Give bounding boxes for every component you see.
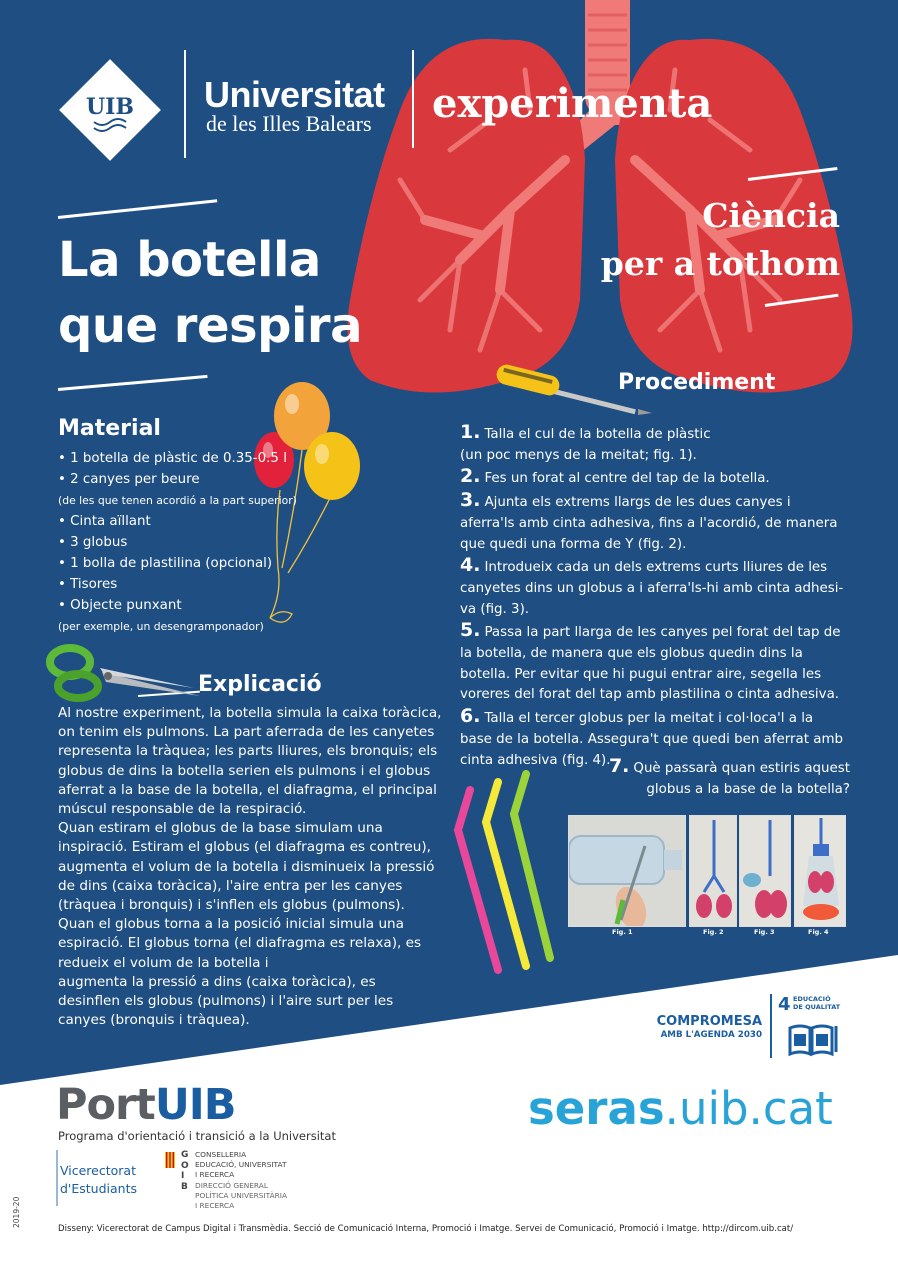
sdg-number: 4 xyxy=(778,994,791,1015)
tagline-line-2: per a tothom xyxy=(600,244,840,283)
agenda-2030-label xyxy=(640,1014,762,1040)
header-divider-2 xyxy=(412,50,414,148)
procediment-step-line xyxy=(460,706,855,730)
step-text: Ajunta els extrems llargs de les dues canyes i xyxy=(484,495,791,511)
fig-label-1: Fig. 1 xyxy=(612,928,633,936)
sdg-divider xyxy=(770,994,772,1058)
question-number: 7. xyxy=(608,755,630,777)
fig-label-4: Fig. 4 xyxy=(808,928,829,936)
procediment-step-line xyxy=(460,600,855,621)
vice-line-2: d'Estudiants xyxy=(60,1181,138,1196)
sdg-text xyxy=(793,995,840,1011)
procediment-step-line xyxy=(460,620,855,644)
website-bold: seras xyxy=(528,1082,665,1135)
photo-fig-3 xyxy=(739,815,791,927)
goib-text-4: DIRECCIÓ GENERAL xyxy=(195,1181,268,1190)
step-text: la botella, de manera que els globus quedin dins la xyxy=(460,646,803,662)
material-item: • Tisores xyxy=(58,577,118,592)
material-heading: Material xyxy=(58,416,161,441)
step-text: Introdueix cada un dels extrems curts lliures de les xyxy=(484,560,828,576)
portuib-title-a: Port xyxy=(56,1080,155,1130)
header-divider xyxy=(184,50,186,158)
portuib-title-b: UIB xyxy=(154,1080,236,1130)
step-text: que quedi una forma de Y (fig. 2). xyxy=(460,536,687,552)
step-text: voreres del forat del tap amb plastilina o cinta adhesiva. xyxy=(460,687,840,703)
step-text: cinta adhesiva (fig. 4). xyxy=(460,752,611,768)
footer-credits: Disseny: Vicerectorat de Campus Digital i Transmèdia. Secció de Comunicació Interna, Promoció i Imatge. Servei de Comunicació, Promoció i Imatge. http://dircom.uib.cat/ xyxy=(58,1224,794,1234)
explicacio-paragraph-4: augmenta la pressió a dins (caixa toràcica), es desinflen els globus (pulmons) i l'aire surt per les canyes (bronquis i tràquea). xyxy=(58,973,394,1029)
goib-letter-g: G xyxy=(181,1150,189,1160)
page-title-line-2: que respira xyxy=(58,298,362,354)
material-item: • 2 canyes per beure xyxy=(58,472,200,487)
explicacio-paragraph-3: Quan el globus torna a la posició inicial simula una espiració. El globus torna (el diafragma es relaxa), es redueix el volum de la botella i xyxy=(58,916,422,971)
goib-letter-b: B xyxy=(181,1181,188,1192)
university-subname: de les Illes Balears xyxy=(206,111,372,136)
step-text: botella. Per evitar que hi pugui entrar aire, segella les xyxy=(460,666,822,682)
sdg-text-2: DE QUALITAT xyxy=(793,1003,841,1011)
step-number: 4. xyxy=(460,554,481,577)
material-item: • Cinta aïllant xyxy=(58,514,151,529)
procediment-step-line xyxy=(460,535,855,556)
goib-text-6: I RECERCA xyxy=(195,1201,235,1210)
procediment-step-line xyxy=(460,730,855,751)
fig-label-3: Fig. 3 xyxy=(754,928,775,936)
material-item: (per exemple, un desengramponador) xyxy=(58,620,264,633)
procediment-step-line xyxy=(460,644,855,665)
goib-flag-icon xyxy=(165,1152,175,1168)
step-text: Passa la part llarga de les canyes pel forat del tap de xyxy=(484,625,841,641)
vicerectorat xyxy=(60,1162,137,1198)
step-number: 5. xyxy=(460,619,481,642)
material-item: • 1 botella de plàstic de 0.35-0.5 l xyxy=(58,451,287,466)
vice-divider xyxy=(56,1150,58,1206)
fig-label-2: Fig. 2 xyxy=(703,928,724,936)
procediment-heading: Procediment xyxy=(618,370,776,395)
agenda-line-2: AMB L'AGENDA 2030 xyxy=(660,1030,762,1040)
step-text: aferra'ls amb cinta adhesiva, fins a l'acordió, de manera xyxy=(460,515,838,531)
procediment-step-line xyxy=(460,665,855,686)
step-number: 1. xyxy=(460,421,481,443)
procediment-step-line xyxy=(460,685,855,706)
step-text: Talla el cul de la botella de plàstic xyxy=(484,427,711,442)
material-list xyxy=(58,448,318,637)
agenda-line-1: COMPROMESA xyxy=(656,1014,762,1029)
step-text: base de la botella. Assegura't que quedi ben aferrat amb xyxy=(460,731,843,747)
year-label: 2019-20 xyxy=(12,1196,21,1228)
step-text: (un poc menys de la meitat; fig. 1). xyxy=(460,447,697,463)
procediment-step-line xyxy=(460,466,855,490)
goib-text-1: CONSELLERIA xyxy=(195,1150,247,1159)
portuib-title xyxy=(56,1080,236,1130)
procediment-step-line xyxy=(460,446,855,467)
sdg-text-1: EDUCACIÓ xyxy=(793,995,831,1003)
explicacio-paragraph-1: Al nostre experiment, la botella simula la caixa toràcica, on tenim els pulmons. La part aferrada de les canyetes representa la tràquea; les parts lliures, els bronquis; els globus de dins la botella serien els pulmons i el globus aferrat a la base de la botella, el diafragma, el principal múscul responsable de la respiració. xyxy=(58,705,442,818)
step-text: canyetes dins un globus a i aferra'ls-hi amb cinta adhesi- xyxy=(460,580,844,596)
photo-strip xyxy=(568,815,846,927)
step-text: Fes un forat al centre del tap de la botella. xyxy=(484,471,770,487)
goib-letter-i: I xyxy=(181,1171,185,1181)
goib-letters xyxy=(181,1150,189,1192)
material-item: • 1 bolla de plastilina (opcional) xyxy=(58,556,273,571)
procediment-step-line xyxy=(460,514,855,535)
question-line-2: globus a la base de la botella? xyxy=(646,781,850,797)
book-icon xyxy=(788,1022,838,1058)
step-number: 3. xyxy=(460,489,481,512)
page-title-line-1: La botella xyxy=(58,232,321,288)
photo-fig-4 xyxy=(794,815,846,927)
procediment-step-line xyxy=(460,555,855,579)
straws-illustration xyxy=(448,770,558,980)
uib-logo-text: UIB xyxy=(85,94,135,120)
vice-line-1: Vicerectorat xyxy=(60,1163,136,1178)
university-name: Universitat xyxy=(204,74,385,115)
scissors-illustration xyxy=(44,640,204,710)
material-item: (de les que tenen acordió a la part superior) xyxy=(58,494,297,507)
material-item: • 3 globus xyxy=(58,535,128,550)
photo-fig-1 xyxy=(568,815,686,927)
material-item: • Objecte punxant xyxy=(58,598,182,613)
step-text: va (fig. 3). xyxy=(460,601,530,617)
series-title: experimenta xyxy=(432,80,713,127)
explicacio-text xyxy=(58,704,442,1030)
goib-text-5: POLÍTICA UNIVERSITÀRIA xyxy=(195,1191,288,1200)
procediment-step-line xyxy=(460,422,855,446)
step-number: 6. xyxy=(460,705,481,728)
uib-logo xyxy=(56,56,164,164)
photo-fig-2 xyxy=(689,815,737,927)
step-text: Talla el tercer globus per la meitat i col·loca'l a la xyxy=(484,711,814,727)
procediment-step-line xyxy=(460,579,855,600)
goib-text-2: EDUCACIÓ, UNIVERSITAT xyxy=(195,1160,287,1169)
tagline-line-1: Ciència xyxy=(702,196,840,235)
question-step-7 xyxy=(600,756,850,800)
explicacio-paragraph-2: Quan estiram el globus de la base simulam una inspiració. Estiram el globus (el diafragma es contreu), augmenta el volum de la botella i disminueix la pressió de dins (caixa toràcica), l'aire entra per les canyes (tràquea i bronquis) i s'inflen els globus (pulmons). xyxy=(58,820,435,914)
website-link[interactable] xyxy=(528,1082,833,1135)
explicacio-heading: Explicació xyxy=(198,672,322,697)
goib-letter-o: O xyxy=(181,1160,189,1171)
procediment-step-line xyxy=(460,490,855,514)
step-number: 2. xyxy=(460,465,481,488)
portuib-subtitle: Programa d'orientació i transició a la Universitat xyxy=(58,1129,336,1143)
goib-text-3: I RECERCA xyxy=(195,1170,235,1179)
website-rest: .uib.cat xyxy=(664,1082,833,1135)
goib-direccio xyxy=(195,1181,287,1211)
goib-conselleria xyxy=(195,1150,287,1180)
question-line-1: Què passarà quan estiris aquest xyxy=(633,761,850,776)
procediment-list xyxy=(460,422,855,771)
